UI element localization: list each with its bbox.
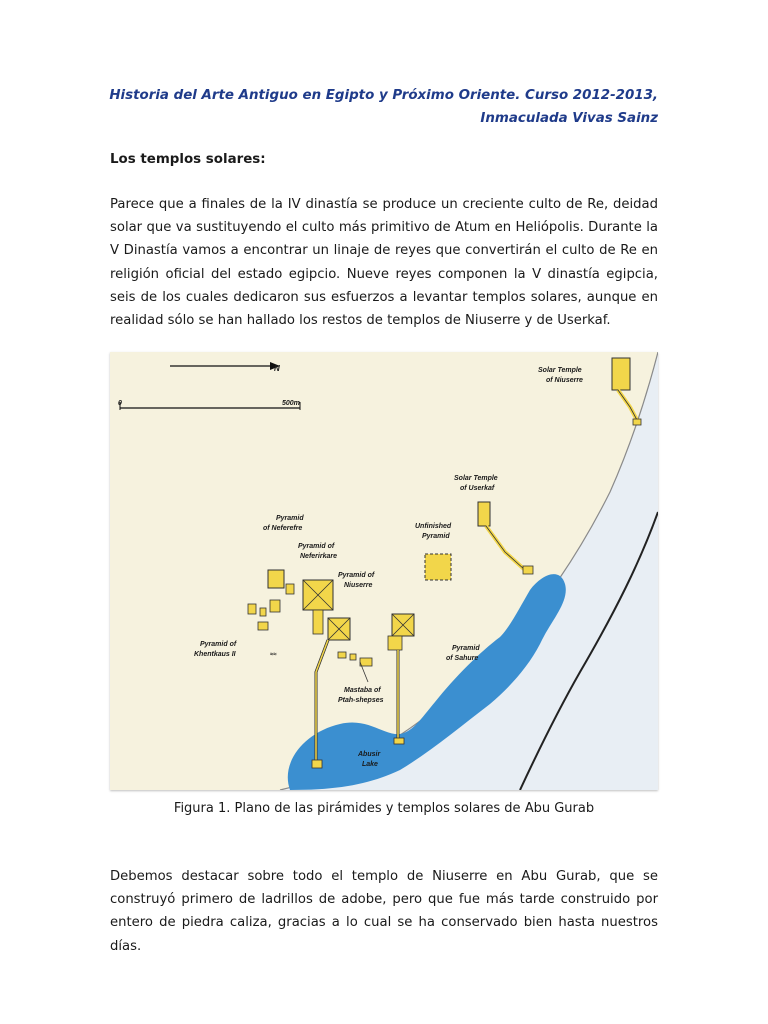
figure-map xyxy=(110,352,658,790)
neferirkare-temple xyxy=(313,610,323,634)
label-sahure-1: Pyramid xyxy=(452,645,480,652)
label-niuserre-2: Niuserre xyxy=(344,582,373,589)
label-khentkaus-2: Khentkaus II xyxy=(194,651,236,658)
small-tomb-1 xyxy=(270,600,280,612)
scale-start-label: 0 xyxy=(118,400,122,407)
header-author-line: Inmaculada Vivas Sainz xyxy=(480,111,658,126)
label-solar-niuserre-2: of Niuserre xyxy=(546,377,583,384)
userkaf-causeway xyxy=(486,526,525,570)
userkaf-valley-temple xyxy=(523,566,533,574)
mastaba-ptahshepses xyxy=(338,652,346,658)
label-niuserre-1: Pyramid of xyxy=(338,572,375,579)
khentkaus-structure-2 xyxy=(260,608,266,616)
paragraph-niuserre: Debemos destacar sobre todo el templo de Niuserre en Abu Gurab, que se construyó primero de ladrillos de adobe, pero que fue más tarde construido por entero de piedra caliza, gracias a lo cual se ha conservado bien hasta nuestros días. xyxy=(110,869,658,954)
niuserre-valley-temple xyxy=(633,419,641,425)
cultivated-land xyxy=(280,352,658,790)
sahure-temple xyxy=(388,636,402,650)
label-mastaba-2: Ptah-shepses xyxy=(338,697,384,704)
solar-temple-userkaf xyxy=(478,502,490,526)
neferefre-annex xyxy=(286,584,294,594)
label-solar-niuserre-1: Solar Temple xyxy=(538,367,582,374)
solar-temple-niuserre xyxy=(612,358,630,390)
label-neferirkare-2: Neferirkare xyxy=(300,553,337,560)
label-unfinished-2: Pyramid xyxy=(422,533,450,540)
header-course-line: Historia del Arte Antiguo en Egipto y Próximo Oriente. Curso 2012-2013, xyxy=(109,88,658,103)
scale-end-label: 500m xyxy=(282,400,300,407)
label-sahure-2: of Sahure xyxy=(446,655,479,662)
small-tomb-2 xyxy=(258,622,268,630)
north-label: N xyxy=(274,364,280,373)
label-lake-2: Lake xyxy=(362,761,378,768)
abu-gurab-map xyxy=(110,352,658,790)
mastaba-annex-2 xyxy=(360,658,372,666)
mastaba-annex xyxy=(350,654,356,660)
label-mastaba-1: Mastaba of xyxy=(344,687,381,694)
label-neferirkare-1: Pyramid of xyxy=(298,543,335,550)
niuserre-valley-block xyxy=(312,760,322,768)
label-solar-userkaf-2: of Userkaf xyxy=(460,485,495,492)
figure-caption: Figura 1. Plano de las pirámides y templos solares de Abu Gurab xyxy=(173,801,595,816)
label-neferefre-1: Pyramid xyxy=(276,515,304,522)
section-title: Los templos solares: xyxy=(110,152,266,167)
small-dots-marker: ≈≈ xyxy=(270,652,277,658)
paragraph-intro: Parece que a finales de la IV dinastía se produce un creciente culto de Re, deidad solar que va sustituyendo el culto más primitivo de Atum en Heliópolis. Durante la V Dinastía vamos a encontrar un linaje de reyes que convertirán el culto de Re en religión oficial del estado egipcio. Nueve reyes componen la V dinastía egipcia, seis de los cuales dedicaron sus esfuerzos a levantar templos solares, aunque en realidad sólo se han hallado los restos de templos de Niuserre y de Userkaf. xyxy=(110,197,658,329)
khentkaus-structure xyxy=(248,604,256,614)
unfinished-pyramid xyxy=(425,554,451,580)
sahure-valley-temple xyxy=(394,738,404,744)
pyramid-neferefre xyxy=(268,570,284,588)
label-lake-1: Abusir xyxy=(358,751,381,758)
document-header xyxy=(98,84,658,130)
label-unfinished-1: Unfinished xyxy=(415,523,452,530)
label-solar-userkaf-1: Solar Temple xyxy=(454,475,498,482)
label-khentkaus-1: Pyramid of xyxy=(200,641,237,648)
label-neferefre-2: of Neferefre xyxy=(263,525,303,532)
